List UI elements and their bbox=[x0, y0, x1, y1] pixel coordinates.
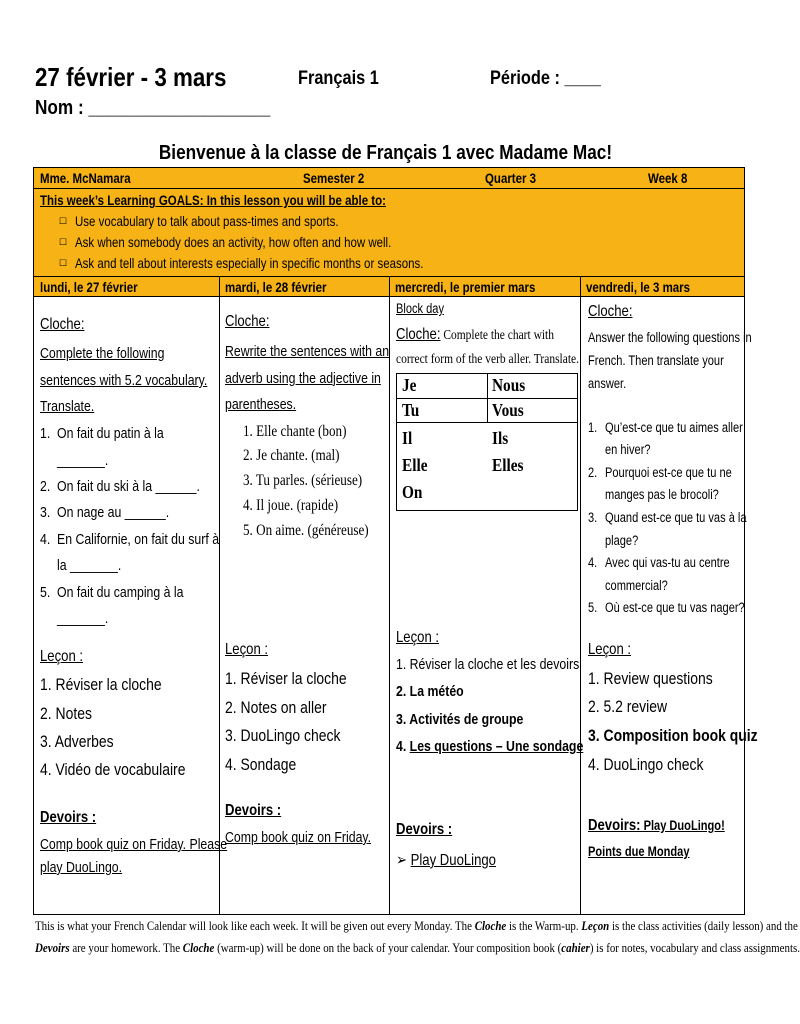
list-number: 1. bbox=[588, 420, 598, 435]
list-item: On nage au ______. bbox=[57, 504, 170, 521]
devoirs-title: Devoirs : bbox=[40, 809, 97, 826]
cloche-text: Answer the following questions in bbox=[588, 330, 752, 345]
list-item: 4. Il joue. (rapide) bbox=[243, 497, 339, 514]
list-number: 2. bbox=[40, 478, 51, 495]
footer-text: (warm-up) will be done on the back of your calendar. Your composition book ( bbox=[214, 940, 562, 955]
list-number: 5. bbox=[588, 600, 598, 615]
footer-text: ) is for notes, vocabulary and class assignments. bbox=[589, 940, 800, 955]
devoirs-text: Comp book quiz on Friday. bbox=[225, 829, 372, 846]
cloche-text: adverb using the adjective in bbox=[225, 370, 381, 387]
devoirs-text: Comp book quiz on Friday. Please bbox=[40, 836, 228, 853]
date-range: 27 février - 3 mars bbox=[35, 62, 227, 92]
devoirs-text: Play DuoLingo bbox=[410, 852, 496, 869]
cloche-text: Complete the chart with bbox=[440, 328, 554, 343]
goals-title: This week’s Learning GOALS: In this lesson you will be able to: bbox=[40, 192, 386, 208]
lecon-item: 3. DuoLingo check bbox=[225, 726, 341, 745]
list-number: 3. bbox=[588, 510, 598, 525]
checkbox-icon: ☐ bbox=[59, 258, 68, 268]
footer-term: Leçon bbox=[581, 918, 610, 933]
cloche-heading bbox=[396, 326, 554, 344]
devoirs-title: Devoirs : bbox=[225, 802, 282, 819]
cloche-title: Cloche: bbox=[588, 303, 633, 320]
lecon-item: 3. Composition book quiz bbox=[588, 726, 758, 745]
lecon-item: 3. Activités de groupe bbox=[396, 711, 524, 728]
footer-note bbox=[35, 918, 798, 934]
quarter: Quarter 3 bbox=[485, 170, 537, 186]
arrow-bullet-icon: ➢ bbox=[396, 852, 411, 869]
chart-cell: Elles bbox=[492, 455, 524, 475]
footer-text: is the class activities (daily lesson) and the bbox=[609, 918, 798, 933]
chart-cell: Vous bbox=[492, 400, 524, 420]
cloche-text: Complete the following bbox=[40, 345, 165, 362]
lecon-title: Leçon : bbox=[225, 641, 269, 658]
chart-cell: Tu bbox=[402, 400, 420, 420]
goal-item: Use vocabulary to talk about pass-times and sports. bbox=[75, 213, 339, 229]
lecon-item: 4. DuoLingo check bbox=[588, 755, 704, 774]
footer-text: are your homework. The bbox=[69, 940, 183, 955]
lecon-item: 2. Notes on aller bbox=[225, 698, 327, 717]
semester: Semester 2 bbox=[303, 170, 365, 186]
footer-note bbox=[35, 940, 800, 956]
day-tuesday: mardi, le 28 février bbox=[225, 279, 327, 295]
chart-cell: Je bbox=[402, 375, 417, 395]
lecon-item bbox=[396, 738, 583, 755]
lecon-item: 1. Réviser la cloche bbox=[40, 675, 162, 694]
day-monday: lundi, le 27 février bbox=[40, 279, 138, 295]
question: Avec qui vas-tu au centre bbox=[605, 555, 730, 570]
chart-cell: Nous bbox=[492, 375, 526, 395]
lecon-item: 4. Sondage bbox=[225, 755, 297, 774]
cloche-text: correct form of the verb aller. Translate. bbox=[396, 352, 579, 367]
list-number: 4. bbox=[588, 555, 598, 570]
cloche-text: Rewrite the sentences with an bbox=[225, 343, 390, 360]
checkbox-icon: ☐ bbox=[59, 237, 68, 247]
day-wednesday: mercredi, le premier mars bbox=[395, 279, 536, 295]
lecon-item: 2. Notes bbox=[40, 704, 92, 723]
lecon-item: 4. Vidéo de vocabulaire bbox=[40, 760, 186, 779]
lecon-item: 2. 5.2 review bbox=[588, 697, 668, 716]
list-number: 4. bbox=[40, 531, 51, 548]
list-number: 5. bbox=[40, 584, 51, 601]
footer-text: This is what your French Calendar will look like each week. It will be given out every Monday. The bbox=[35, 918, 475, 933]
list-item: On fait du patin à la bbox=[57, 425, 164, 442]
question: manges pas le brocoli? bbox=[605, 487, 719, 502]
list-item: 3. Tu parles. (sérieuse) bbox=[243, 472, 363, 489]
lecon-title: Leçon : bbox=[40, 648, 84, 665]
lecon-link: Les questions – Une sondage bbox=[409, 738, 584, 755]
course-name: Français 1 bbox=[298, 68, 379, 89]
cloche-title: Cloche: bbox=[40, 316, 85, 333]
question: Où est-ce que tu vas nager? bbox=[605, 600, 745, 615]
lecon-title: Leçon : bbox=[588, 641, 632, 658]
cloche-title: Cloche: bbox=[396, 326, 441, 343]
list-item: En Californie, on fait du surf à bbox=[57, 531, 220, 548]
question: en hiver? bbox=[605, 442, 651, 457]
cloche-title: Cloche: bbox=[225, 313, 270, 330]
lecon-item: 2. La météo bbox=[396, 683, 464, 700]
chart-cell: Il bbox=[402, 428, 413, 448]
day-friday: vendredi, le 3 mars bbox=[586, 279, 691, 295]
column-divider bbox=[389, 276, 390, 914]
learning-goals bbox=[34, 189, 744, 276]
name-field: Nom : ___________________ bbox=[35, 97, 271, 119]
chart-divider bbox=[487, 374, 488, 422]
devoirs-title: Devoirs: bbox=[588, 817, 641, 834]
lecon-title: Leçon : bbox=[396, 629, 440, 646]
lecon-item: 1. Réviser la cloche et les devoirs bbox=[396, 656, 580, 673]
checkbox-icon: ☐ bbox=[59, 216, 68, 226]
list-item: _______. bbox=[57, 452, 109, 469]
info-row bbox=[34, 168, 744, 189]
devoirs-title: Devoirs : bbox=[396, 821, 453, 838]
aller-chart bbox=[396, 373, 578, 511]
lecon-item: 1. Review questions bbox=[588, 669, 713, 688]
welcome-title bbox=[0, 142, 770, 165]
question: commercial? bbox=[605, 578, 668, 593]
teacher-name: Mme. McNamara bbox=[40, 170, 131, 186]
question: Quand est-ce que tu vas à la bbox=[605, 510, 747, 525]
list-item: la _______. bbox=[57, 557, 122, 574]
chart-cell: Elle bbox=[402, 455, 428, 475]
chart-cell: On bbox=[402, 482, 423, 502]
devoirs-text: Play DuoLingo! bbox=[640, 818, 725, 833]
goal-item: Ask and tell about interests especially in specific months or seasons. bbox=[75, 255, 424, 271]
devoirs-item bbox=[396, 850, 496, 870]
devoirs-heading bbox=[588, 817, 725, 835]
chart-cell: Ils bbox=[492, 428, 509, 448]
question: Qu’est-ce que tu aimes aller bbox=[605, 420, 743, 435]
list-number: 2. bbox=[588, 465, 598, 480]
column-divider bbox=[580, 276, 581, 914]
list-item: 1. Elle chante (bon) bbox=[243, 423, 347, 440]
cloche-text: sentences with 5.2 vocabulary. bbox=[40, 372, 208, 389]
question: Pourquoi est-ce que tu ne bbox=[605, 465, 732, 480]
lecon-item: 1. Réviser la cloche bbox=[225, 669, 347, 688]
list-item: _______. bbox=[57, 610, 109, 627]
block-day: Block day bbox=[396, 301, 444, 316]
list-item: 2. Je chante. (mal) bbox=[243, 447, 340, 464]
list-item: 5. On aime. (généreuse) bbox=[243, 522, 369, 539]
lecon-item: 3. Adverbes bbox=[40, 732, 114, 751]
footer-text: is the Warm-up. bbox=[506, 918, 582, 933]
column-divider bbox=[219, 276, 220, 914]
cloche-text: Translate. bbox=[40, 398, 95, 415]
footer-term: Cloche bbox=[474, 918, 507, 933]
devoirs-text: play DuoLingo. bbox=[40, 859, 123, 876]
footer-term: Devoirs bbox=[35, 940, 70, 955]
footer-term: cahier bbox=[561, 940, 590, 955]
question: plage? bbox=[605, 533, 639, 548]
welcome-text: Bienvenue à la classe de Français 1 avec Madame Mac! bbox=[158, 142, 612, 164]
cloche-text: answer. bbox=[588, 376, 627, 391]
list-number: 3. bbox=[40, 504, 51, 521]
goal-item: Ask when somebody does an activity, how often and how well. bbox=[75, 234, 392, 250]
lecon-number: 4. bbox=[396, 738, 410, 755]
cloche-text: parentheses. bbox=[225, 396, 297, 413]
week: Week 8 bbox=[648, 170, 688, 186]
list-item: On fait du ski à la ______. bbox=[57, 478, 200, 495]
list-number: 1. bbox=[40, 425, 51, 442]
footer-term: Cloche bbox=[182, 940, 215, 955]
list-item: On fait du camping à la bbox=[57, 584, 184, 601]
period-field: Période : ____ bbox=[490, 68, 601, 89]
cloche-text: French. Then translate your bbox=[588, 353, 724, 368]
devoirs-text: Points due Monday bbox=[588, 844, 690, 859]
